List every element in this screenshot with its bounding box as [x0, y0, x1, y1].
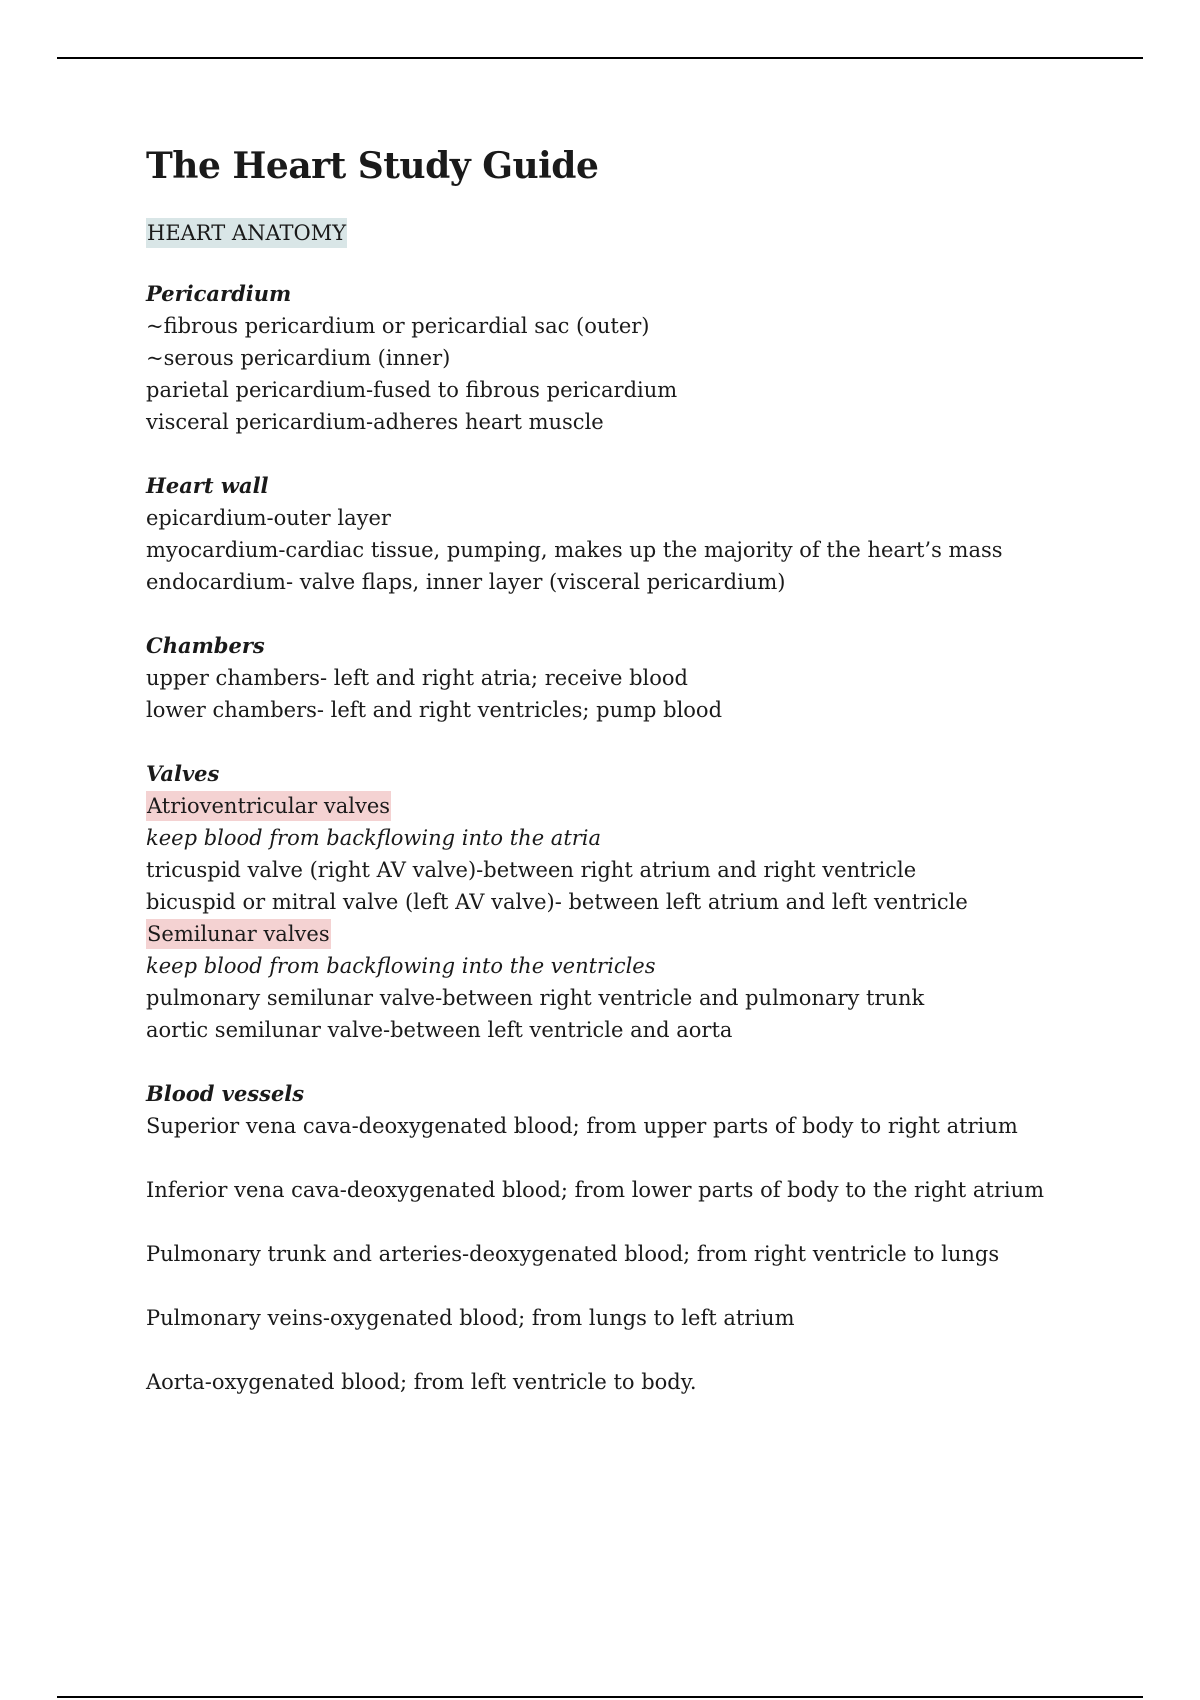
chambers-line: lower chambers- left and right ventricles; pump blood — [146, 698, 723, 722]
page-title: The Heart Study Guide — [146, 145, 599, 187]
blood-vessels-heading: Blood vessels — [146, 1081, 305, 1106]
blood-vessel-line: Pulmonary trunk and arteries-deoxygenated blood; from right ventricle to lungs — [146, 1242, 1000, 1266]
heart-wall-line: epicardium-outer layer — [146, 506, 391, 530]
av-valve-line: bicuspid or mitral valve (left AV valve)- between left atrium and left ventricle — [146, 890, 968, 914]
pericardium-line: parietal pericardium-fused to fibrous pericardium — [146, 378, 678, 402]
blood-vessels-section — [146, 1078, 1146, 1398]
semilunar-valves-note: keep blood from backflowing into the ventricles — [146, 954, 656, 978]
semilunar-valves-label: Semilunar valves — [146, 919, 331, 949]
pericardium-heading: Pericardium — [146, 281, 292, 306]
document-body — [146, 140, 1146, 1430]
pericardium-line: visceral pericardium-adheres heart muscle — [146, 410, 604, 434]
chambers-line: upper chambers- left and right atria; receive blood — [146, 666, 688, 690]
top-rule — [57, 57, 1143, 59]
valves-heading: Valves — [146, 761, 220, 786]
av-valve-line: tricuspid valve (right AV valve)-between right atrium and right ventricle — [146, 858, 917, 882]
blood-vessel-line: Inferior vena cava-deoxygenated blood; from lower parts of body to the right atrium — [146, 1178, 1045, 1202]
heart-wall-section — [146, 470, 1146, 598]
heart-wall-heading: Heart wall — [146, 473, 269, 498]
semilunar-valve-line: pulmonary semilunar valve-between right ventricle and pulmonary trunk — [146, 986, 925, 1010]
section-label-heart-anatomy: HEART ANATOMY — [146, 218, 347, 248]
blood-vessel-line: Pulmonary veins-oxygenated blood; from lungs to left atrium — [146, 1306, 795, 1330]
pericardium-line: ~fibrous pericardium or pericardial sac (outer) — [146, 314, 650, 338]
heart-wall-line: myocardium-cardiac tissue, pumping, makes up the majority of the heart’s mass — [146, 538, 1003, 562]
blood-vessel-line: Superior vena cava-deoxygenated blood; from upper parts of body to right atrium — [146, 1114, 1018, 1138]
bottom-rule — [57, 1696, 1143, 1698]
av-valves-note: keep blood from backflowing into the atria — [146, 826, 602, 850]
blood-vessel-line: Aorta-oxygenated blood; from left ventricle to body. — [146, 1370, 697, 1394]
chambers-heading: Chambers — [146, 633, 265, 658]
heart-wall-line: endocardium- valve flaps, inner layer (visceral pericardium) — [146, 570, 786, 594]
semilunar-valve-line: aortic semilunar valve-between left ventricle and aorta — [146, 1018, 733, 1042]
av-valves-label: Atrioventricular valves — [146, 791, 391, 821]
pericardium-line: ~serous pericardium (inner) — [146, 346, 451, 370]
chambers-section — [146, 630, 1146, 726]
valves-section — [146, 758, 1146, 1046]
pericardium-section — [146, 278, 1146, 438]
